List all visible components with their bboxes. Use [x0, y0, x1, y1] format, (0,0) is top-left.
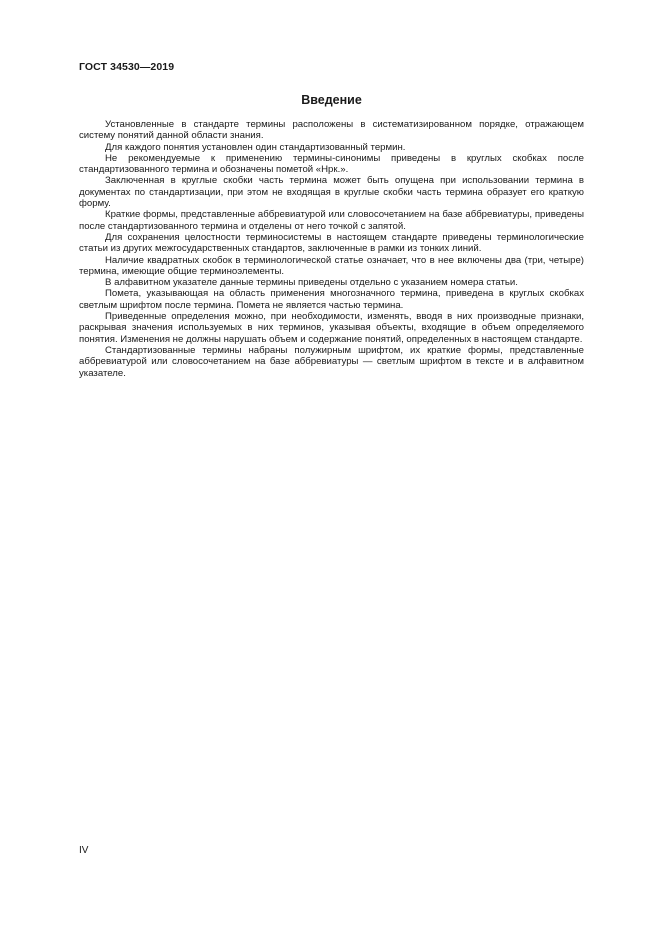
- paragraph: Наличие квадратных скобок в терминологической статье означает, что в нее включены два (три, четыре) термина, имеющие общие терминоэлементы.: [79, 254, 584, 277]
- paragraph: Не рекомендуемые к применению термины-синонимы приведены в круглых скобках после стандартизованного термина и обозначены пометой «Нрк.».: [79, 152, 584, 176]
- section-body: [79, 119, 584, 379]
- paragraph: Заключенная в круглые скобки часть термина может быть опущена при использовании термина в документах по стандартизации, при этом не входящая в круглые скобки часть термина образует его краткую форму.: [79, 175, 584, 210]
- paragraph: Приведенные определения можно, при необходимости, изменять, вводя в них производные признаки, раскрывая значения используемых в них терминов, указывая объекты, входящие в объем определяемого понятия. Изменения не должны нарушать объем и содержание понятий, определенных в настоящем стандарте.: [79, 311, 584, 345]
- paragraph: Установленные в стандарте термины расположены в систематизированном порядке, отражающем систему понятий данной области знания.: [79, 119, 584, 142]
- paragraph: В алфавитном указателе данные термины приведены отдельно с указанием номера статьи.: [105, 277, 518, 289]
- paragraph: Помета, указывающая на область применения многозначного термина, приведена в круглых скобках светлым шрифтом после термина. Помета не является частью термина.: [79, 288, 584, 311]
- paragraph: Для каждого понятия установлен один стандартизованный термин.: [105, 141, 406, 153]
- paragraph: Стандартизованные термины набраны полужирным шрифтом, их краткие формы, представленные аббревиатурой или словосочетанием на базе аббревиатуры — светлым шрифтом в тексте и в алфавитном указателе.: [79, 344, 584, 379]
- paragraph: Краткие формы, представленные аббревиатурой или словосочетанием на базе аббревиатуры, приведены после стандартизованного термина и отделены от него точкой с запятой.: [79, 209, 584, 232]
- page-number: IV: [79, 845, 89, 856]
- paragraph: Для сохранения целостности терминосистемы в настоящем стандарте приведены терминологические статьи из других межгосударственных стандартов, заключенные в рамки из тонких линий.: [79, 231, 584, 255]
- section-title: Введение: [301, 93, 362, 107]
- document-id-header: ГОСТ 34530—2019: [79, 61, 175, 73]
